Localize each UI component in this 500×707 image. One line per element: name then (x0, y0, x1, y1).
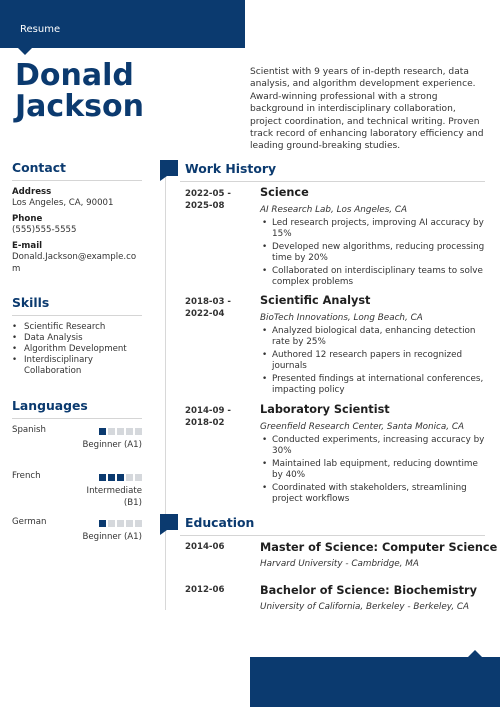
education-school: Harvard University - Cambridge, MA (260, 559, 419, 569)
proficiency-segment-filled (99, 520, 106, 527)
job-start: 2014-09 - (185, 406, 232, 416)
contact-section (12, 160, 142, 275)
proficiency-segment-empty (135, 520, 142, 527)
job-bullet: • Analyzed biological data, enhancing detection rate by 25% (260, 326, 486, 348)
first-name: Donald (15, 58, 134, 93)
proficiency-segment-empty (135, 428, 142, 435)
heading-flag-notch (160, 530, 167, 535)
section-divider (12, 180, 142, 181)
job-bullet: • Collaborated on interdisciplinary teams to solve complex problems (260, 266, 486, 288)
languages-title: Languages (12, 398, 88, 413)
job-bullets (260, 218, 486, 290)
job-dates (185, 296, 245, 320)
email-value: Donald.Jackson@example.com (12, 252, 137, 274)
professional-summary: Scientist with 9 years of in-depth research, data analysis, and algorithm development experience. Award-winning professional with a strong background in interdisciplinary collaboration, project coordination, and technical writing. Proven track record of enhancing laboratory efficiency and leading ground-breaking studies. (250, 67, 484, 152)
job-role: Scientific Analyst (260, 294, 371, 307)
language-item (12, 425, 142, 471)
phone-label: Phone (12, 214, 43, 224)
language-name: Spanish (12, 425, 46, 435)
section-divider (12, 315, 142, 316)
job-dates (185, 188, 245, 212)
education-title: Education (185, 515, 255, 530)
resume-label: Resume (20, 24, 61, 35)
job-dates (185, 405, 245, 429)
language-name: German (12, 517, 47, 527)
address-value: Los Angeles, CA, 90001 (12, 198, 114, 208)
last-name: Jackson (15, 89, 144, 124)
language-item (12, 517, 142, 563)
work-history-title: Work History (185, 161, 277, 176)
phone-value: (555)555-5555 (12, 225, 77, 235)
proficiency-bar (99, 520, 142, 527)
proficiency-segment-empty (117, 520, 124, 527)
job-bullet: • Coordinated with stakeholders, streamlining project workflows (260, 483, 486, 505)
footer-block (250, 657, 500, 707)
language-item (12, 471, 142, 517)
languages-section (12, 398, 142, 563)
section-divider (12, 418, 142, 419)
proficiency-segment-empty (126, 520, 133, 527)
proficiency-segment-filled (108, 474, 115, 481)
column-divider (165, 160, 166, 610)
education-school: University of California, Berkeley - Berkeley, CA (260, 602, 470, 612)
contact-title: Contact (12, 160, 66, 175)
banner-notch (18, 48, 32, 55)
skills-list (12, 322, 142, 377)
job-start: 2018-03 - (185, 297, 232, 307)
proficiency-segment-filled (99, 474, 106, 481)
email-label: E-mail (12, 241, 43, 251)
job-company: Greenfield Research Center, Santa Monica, CA (260, 422, 465, 432)
job-bullets (260, 326, 486, 398)
proficiency-segment-empty (108, 520, 115, 527)
proficiency-segment-empty (126, 428, 133, 435)
proficiency-segment-filled (99, 428, 106, 435)
proficiency-segment-empty (108, 428, 115, 435)
proficiency-segment-empty (117, 428, 124, 435)
job-company: BioTech Innovations, Long Beach, CA (260, 313, 423, 323)
section-divider (180, 535, 485, 536)
language-level: Intermediate (B1) (86, 486, 142, 508)
candidate-name (15, 60, 144, 122)
proficiency-bar (99, 428, 142, 435)
proficiency-bar (99, 474, 142, 481)
job-start: 2022-05 - (185, 189, 232, 199)
skills-section (12, 295, 142, 377)
job-role: Science (260, 186, 309, 199)
section-divider (180, 181, 485, 182)
left-column (12, 160, 142, 563)
job-role: Laboratory Scientist (260, 403, 390, 416)
language-level: Beginner (A1) (82, 440, 142, 450)
job-bullet: • Presented findings at international conferences, impacting policy (260, 374, 486, 396)
footer-notch (468, 650, 482, 657)
education-degree: Bachelor of Science: Biochemistry (260, 584, 477, 597)
address-label: Address (12, 187, 52, 197)
heading-flag-notch (160, 176, 167, 181)
heading-flag (160, 160, 178, 176)
skill-item: • Interdisciplinary Collaboration (12, 355, 142, 377)
job-bullets (260, 435, 486, 507)
skill-item: • Scientific Research (12, 322, 142, 333)
heading-flag (160, 514, 178, 530)
job-bullet: • Led research projects, improving AI accuracy by 15% (260, 218, 486, 240)
job-bullet: • Developed new algorithms, reducing processing time by 20% (260, 242, 486, 264)
skill-item: • Algorithm Development (12, 344, 142, 355)
job-bullet: • Authored 12 research papers in recognized journals (260, 350, 486, 372)
language-level: Beginner (A1) (82, 532, 142, 542)
education-degree: Master of Science: Computer Science (260, 541, 498, 554)
job-end: 2022-04 (185, 309, 225, 319)
job-bullet: • Conducted experiments, increasing accuracy by 30% (260, 435, 486, 457)
proficiency-segment-filled (117, 474, 124, 481)
job-end: 2018-02 (185, 418, 225, 428)
proficiency-segment-empty (126, 474, 133, 481)
job-company: AI Research Lab, Los Angeles, CA (260, 205, 408, 215)
job-bullet: • Maintained lab equipment, reducing downtime by 40% (260, 459, 486, 481)
education-date: 2012-06 (185, 585, 225, 595)
job-end: 2025-08 (185, 201, 225, 211)
skill-item: • Data Analysis (12, 333, 142, 344)
top-banner (0, 0, 245, 48)
education-date: 2014-06 (185, 542, 225, 552)
language-name: French (12, 471, 41, 481)
skills-title: Skills (12, 295, 50, 310)
proficiency-segment-empty (135, 474, 142, 481)
